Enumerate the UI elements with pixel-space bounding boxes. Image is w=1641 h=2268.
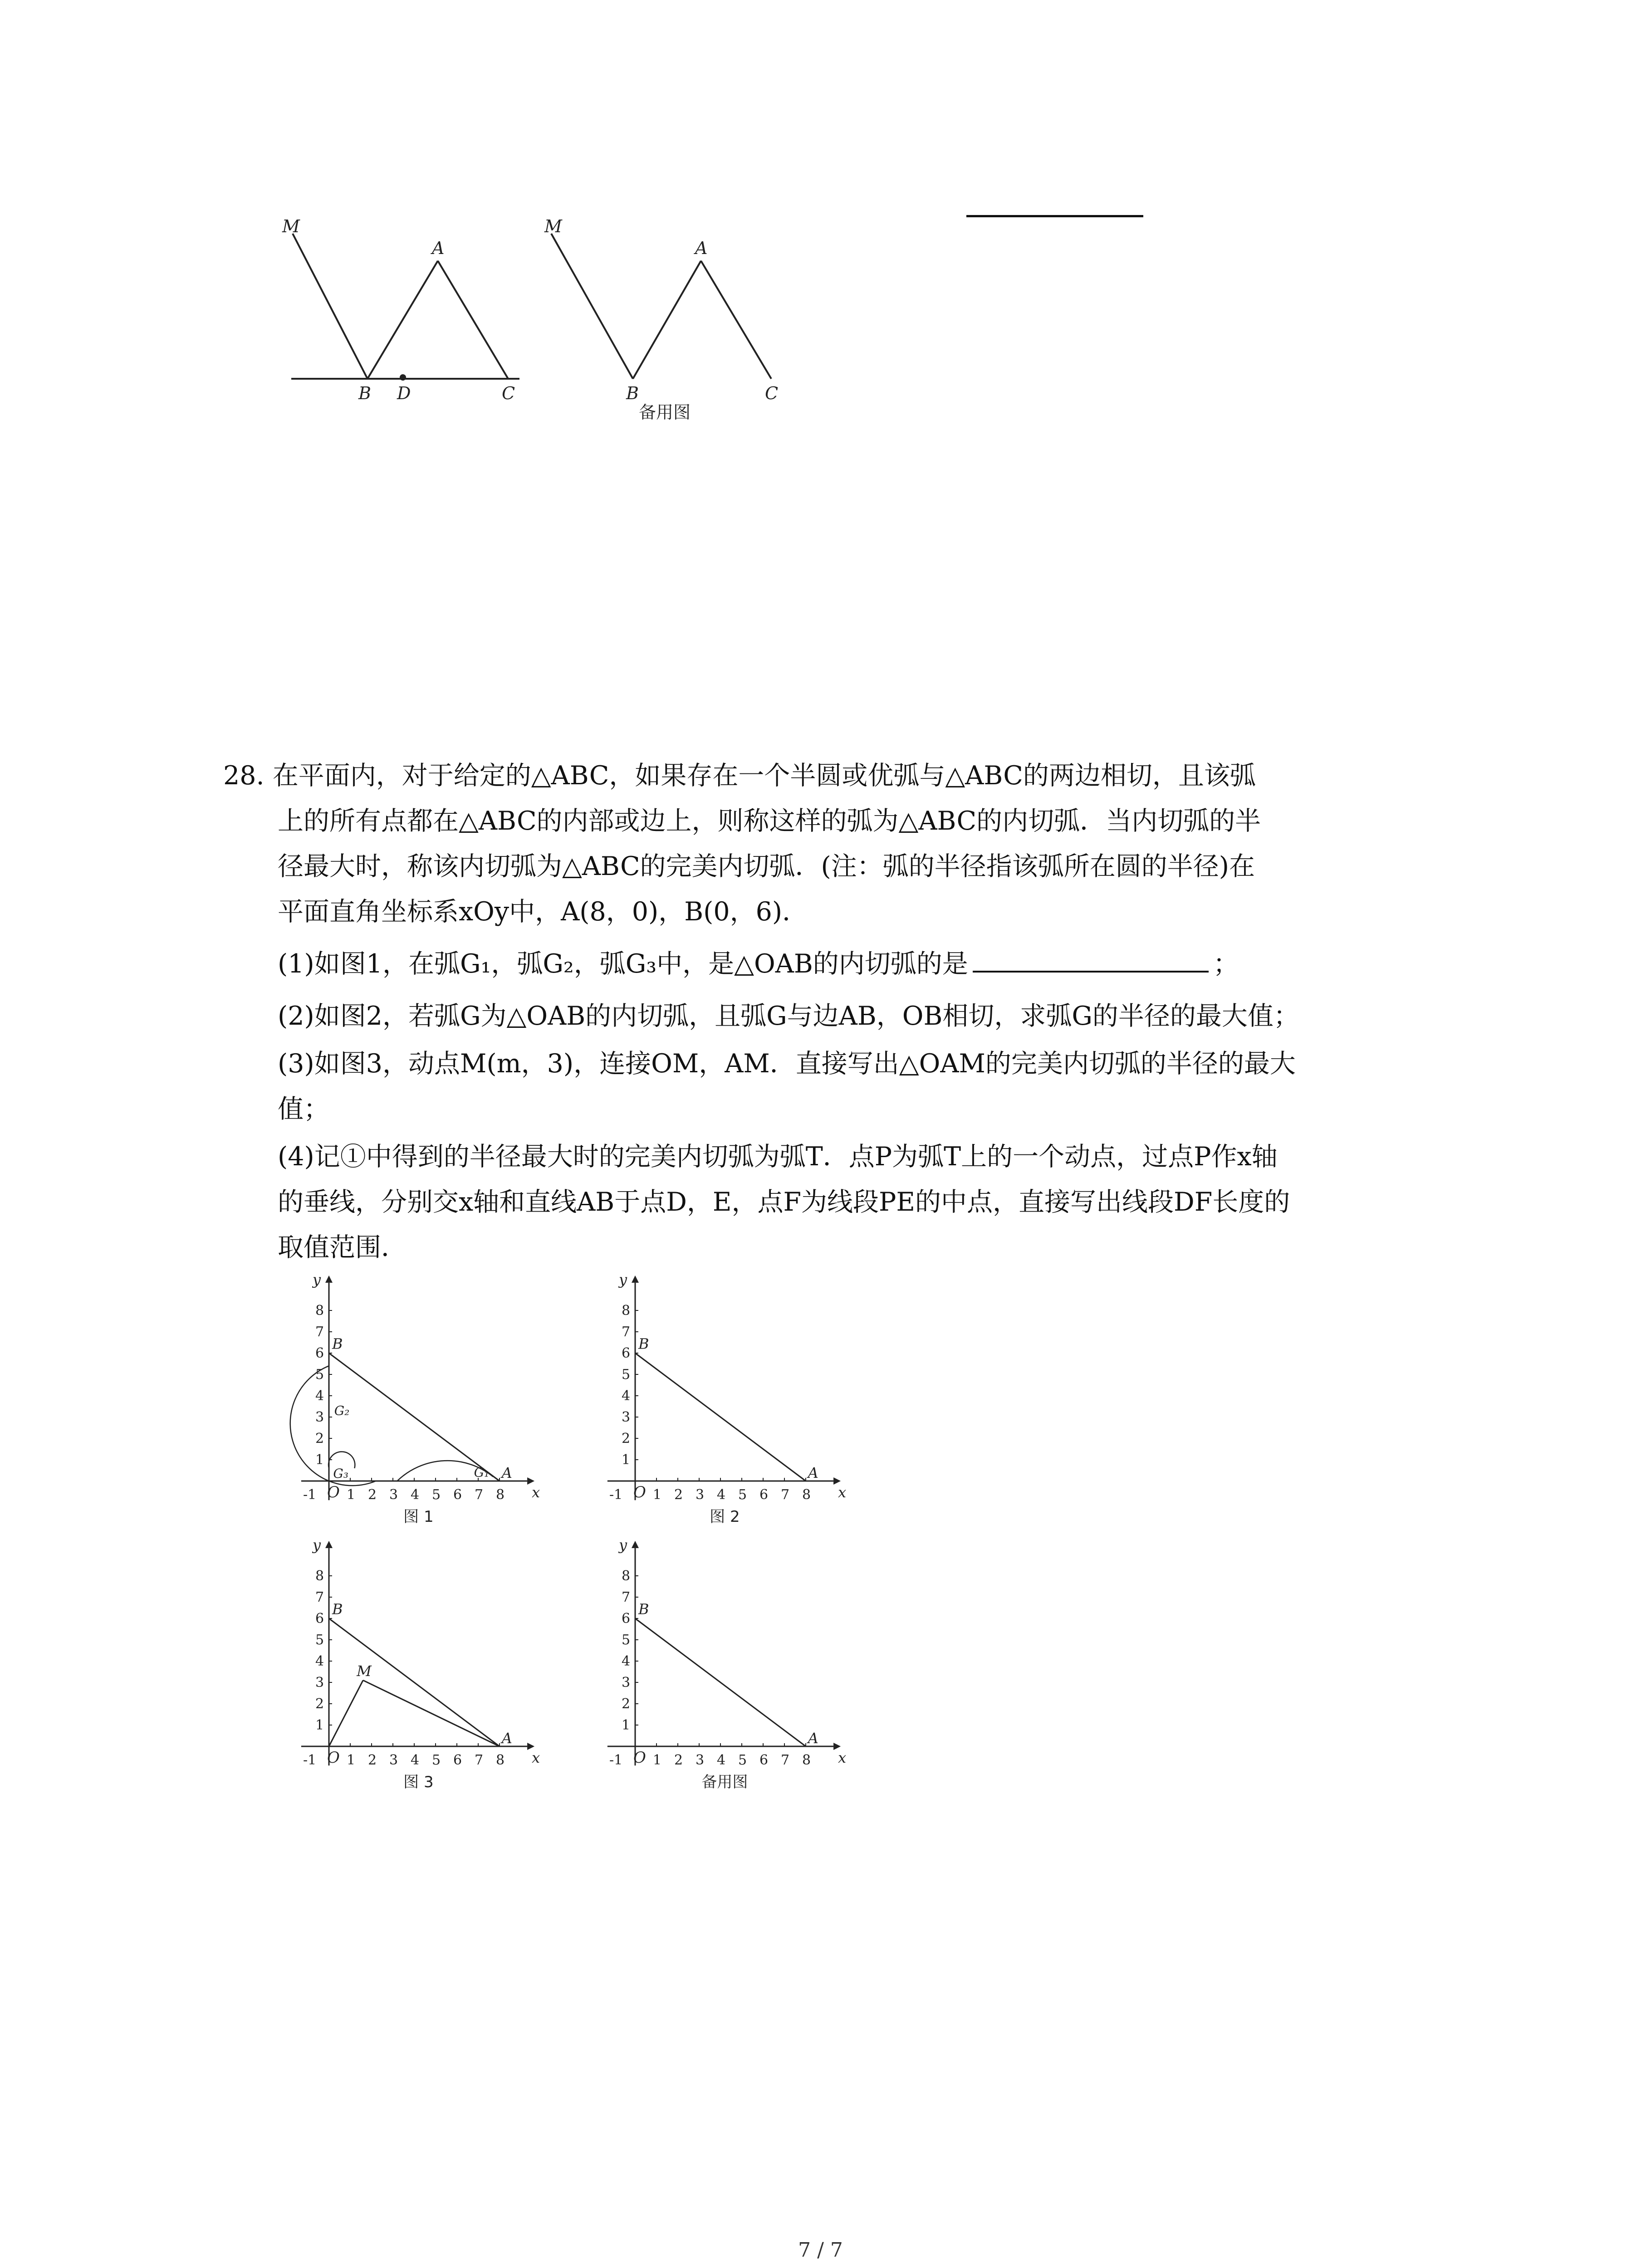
x-tick-label: 2 <box>368 1487 377 1503</box>
x-tick-label: 4 <box>717 1752 726 1768</box>
y-tick-label: 3 <box>622 1675 631 1691</box>
label-c2: C <box>765 383 779 403</box>
figure-1 <box>291 234 519 379</box>
graph-caption: 图 2 <box>710 1508 740 1526</box>
y-tick-label: 8 <box>315 1303 324 1319</box>
y-tick-label: 2 <box>315 1696 324 1712</box>
y-tick-label: 4 <box>622 1653 631 1669</box>
problem-line-2: 上的所有点都在△ABC的内部或边上，则称这样的弧为△ABC的内切弧．当内切弧的半 <box>278 806 1261 836</box>
x-tick-label: 3 <box>389 1752 398 1768</box>
y-tick-label: 6 <box>622 1611 631 1627</box>
x-axis-label: x <box>532 1484 540 1501</box>
x-tick-label: 1 <box>347 1487 356 1503</box>
y-tick-label: 3 <box>315 1675 324 1691</box>
y-tick-label: 1 <box>315 1452 324 1468</box>
x-tick-label: 4 <box>411 1487 420 1503</box>
x-tick-label: 4 <box>411 1752 420 1768</box>
point-m-label: M <box>357 1662 372 1680</box>
y-tick-label: 8 <box>622 1303 631 1319</box>
x-axis-label: x <box>838 1749 847 1766</box>
origin-label: O <box>327 1749 340 1767</box>
x-tick-label: 1 <box>653 1752 662 1768</box>
segment-ab <box>635 1618 806 1746</box>
origin-label: O <box>327 1483 340 1501</box>
caption-spare: 备用图 <box>639 402 691 422</box>
x-tick-label: 8 <box>802 1752 811 1768</box>
point-a-label: A <box>808 1464 818 1481</box>
y-tick-label: 2 <box>622 1696 631 1712</box>
y-axis-label: y <box>619 1536 627 1554</box>
problem-line-4: 平面直角坐标系xOy中，A(8，0)，B(0，6)． <box>278 897 808 927</box>
point-a-label: A <box>501 1464 512 1481</box>
y-tick-label: 2 <box>622 1431 631 1447</box>
y-tick-label: 6 <box>315 1345 324 1361</box>
y-tick-label: 4 <box>315 1388 324 1404</box>
neg-tick-label: -1 <box>609 1487 623 1503</box>
arc-g1-label: G₁ <box>474 1465 490 1480</box>
arc-g3-label: G₃ <box>333 1466 348 1481</box>
y-tick-label: 5 <box>622 1367 631 1383</box>
y-tick-label: 3 <box>315 1409 324 1425</box>
problem-line-1: 28. 在平面内，对于给定的△ABC，如果存在一个半圆或优弧与△ABC的两边相切，且该弧 <box>223 761 1256 791</box>
y-tick-label: 7 <box>622 1324 631 1340</box>
x-tick-label: 3 <box>696 1487 705 1503</box>
part-1 <box>278 941 1239 987</box>
y-tick-label: 1 <box>622 1717 631 1733</box>
x-tick-label: 8 <box>496 1487 505 1503</box>
y-axis-arrow <box>632 1541 639 1548</box>
y-tick-label: 5 <box>315 1632 324 1648</box>
part-3-line-1: (3)如图3，动点M(m，3)，连接OM，AM．直接写出△OAM的完美内切弧的半径的最大 <box>278 1049 1296 1079</box>
y-tick-label: 3 <box>622 1409 631 1425</box>
part-3-line-2: 值； <box>278 1094 329 1124</box>
graph-caption: 图 3 <box>403 1773 434 1791</box>
y-tick-label: 7 <box>315 1589 324 1605</box>
coordinate-graphs <box>268 1270 903 1814</box>
y-tick-label: 8 <box>622 1568 631 1584</box>
point-d-dot <box>400 374 406 381</box>
graph-panel-3 <box>301 1536 540 1791</box>
point-b-label: B <box>638 1600 649 1618</box>
label-a: A <box>432 238 445 258</box>
x-tick-label: 7 <box>781 1752 790 1768</box>
y-tick-label: 5 <box>622 1632 631 1648</box>
figure-2 <box>551 234 771 379</box>
y-tick-label: 4 <box>622 1388 631 1404</box>
x-tick-label: 1 <box>653 1487 662 1503</box>
label-b2: B <box>626 383 639 403</box>
neg-tick-label: -1 <box>303 1487 317 1503</box>
y-tick-label: 6 <box>315 1611 324 1627</box>
segment-om <box>329 1680 363 1746</box>
part-4-line-3: 取值范围． <box>278 1232 407 1262</box>
y-tick-label: 8 <box>315 1568 324 1584</box>
y-tick-label: 4 <box>315 1653 324 1669</box>
x-axis-label: x <box>838 1484 847 1501</box>
label-m2: M <box>544 216 562 236</box>
y-axis-arrow <box>325 1276 333 1283</box>
origin-label: O <box>633 1749 646 1767</box>
y-axis-label: y <box>313 1536 321 1554</box>
x-tick-label: 3 <box>389 1487 398 1503</box>
top-figures <box>272 209 817 426</box>
y-tick-label: 2 <box>315 1431 324 1447</box>
x-tick-label: 8 <box>496 1752 505 1768</box>
y-tick-label: 7 <box>622 1589 631 1605</box>
label-b: B <box>358 383 371 403</box>
x-tick-label: 7 <box>781 1487 790 1503</box>
origin-label: O <box>633 1483 646 1501</box>
x-tick-label: 6 <box>759 1752 769 1768</box>
answer-blank-top <box>966 215 1143 217</box>
y-axis-label: y <box>619 1271 627 1288</box>
part-2: (2)如图2，若弧G为△OAB的内切弧，且弧G与边AB，OB相切，求弧G的半径的最大值； <box>278 1001 1299 1031</box>
point-a-label: A <box>808 1729 818 1747</box>
x-tick-label: 6 <box>453 1752 462 1768</box>
y-axis-arrow <box>325 1541 333 1548</box>
x-axis-label: x <box>532 1749 540 1766</box>
y-axis-arrow <box>632 1276 639 1283</box>
segment-am <box>363 1680 500 1746</box>
y-tick-label: 6 <box>622 1345 631 1361</box>
x-tick-label: 3 <box>696 1752 705 1768</box>
y-tick-label: 1 <box>315 1717 324 1733</box>
y-axis-label: y <box>313 1271 321 1288</box>
x-tick-label: 7 <box>475 1752 484 1768</box>
x-tick-label: 6 <box>759 1487 769 1503</box>
part-1-end: ； <box>1213 949 1239 979</box>
part-1-text: (1)如图1，在弧G₁，弧G₂，弧G₃中，是△OAB的内切弧的是 <box>278 949 968 979</box>
x-tick-label: 5 <box>432 1752 441 1768</box>
x-tick-label: 4 <box>717 1487 726 1503</box>
label-m: M <box>282 216 300 236</box>
graph-panel-1 <box>290 1271 540 1526</box>
page-number: 7 / 7 <box>798 2239 843 2262</box>
neg-tick-label: -1 <box>303 1752 317 1768</box>
graph-caption: 图 1 <box>403 1508 434 1526</box>
arc-g2-label: G₂ <box>334 1403 350 1418</box>
x-tick-label: 5 <box>738 1487 747 1503</box>
x-tick-label: 2 <box>368 1752 377 1768</box>
part-4-line-1: (4)记①中得到的半径最大时的完美内切弧为弧T．点P为弧T上的一个动点，过点P作x轴 <box>278 1142 1278 1172</box>
graph-panel-4 <box>607 1536 846 1791</box>
x-tick-label: 1 <box>347 1752 356 1768</box>
segment-ab <box>635 1353 806 1481</box>
graph-caption: 备用图 <box>701 1773 748 1791</box>
neg-tick-label: -1 <box>609 1752 623 1768</box>
x-tick-label: 8 <box>802 1487 811 1503</box>
label-c: C <box>502 383 515 403</box>
x-tick-label: 7 <box>475 1487 484 1503</box>
x-tick-label: 2 <box>674 1487 683 1503</box>
graph-panel-2 <box>607 1271 846 1526</box>
x-tick-label: 5 <box>738 1752 747 1768</box>
x-tick-label: 2 <box>674 1752 683 1768</box>
point-b-label: B <box>332 1335 343 1353</box>
y-tick-label: 7 <box>315 1324 324 1340</box>
y-tick-label: 5 <box>315 1367 324 1383</box>
y-tick-label: 1 <box>622 1452 631 1468</box>
point-b-label: B <box>638 1335 649 1353</box>
x-tick-label: 5 <box>432 1487 441 1503</box>
answer-blank <box>973 971 1209 973</box>
label-d: D <box>397 383 411 403</box>
problem-line-3: 径最大时，称该内切弧为△ABC的完美内切弧．(注：弧的半径指该弧所在圆的半径)在 <box>278 851 1255 881</box>
part-4-line-2: 的垂线，分别交x轴和直线AB于点D，E，点F为线段PE的中点，直接写出线段DF长度的 <box>278 1187 1290 1217</box>
segment-ab <box>329 1618 500 1746</box>
point-b-label: B <box>332 1600 343 1618</box>
point-a-label: A <box>501 1729 512 1747</box>
label-a2: A <box>695 238 708 258</box>
x-tick-label: 6 <box>453 1487 462 1503</box>
